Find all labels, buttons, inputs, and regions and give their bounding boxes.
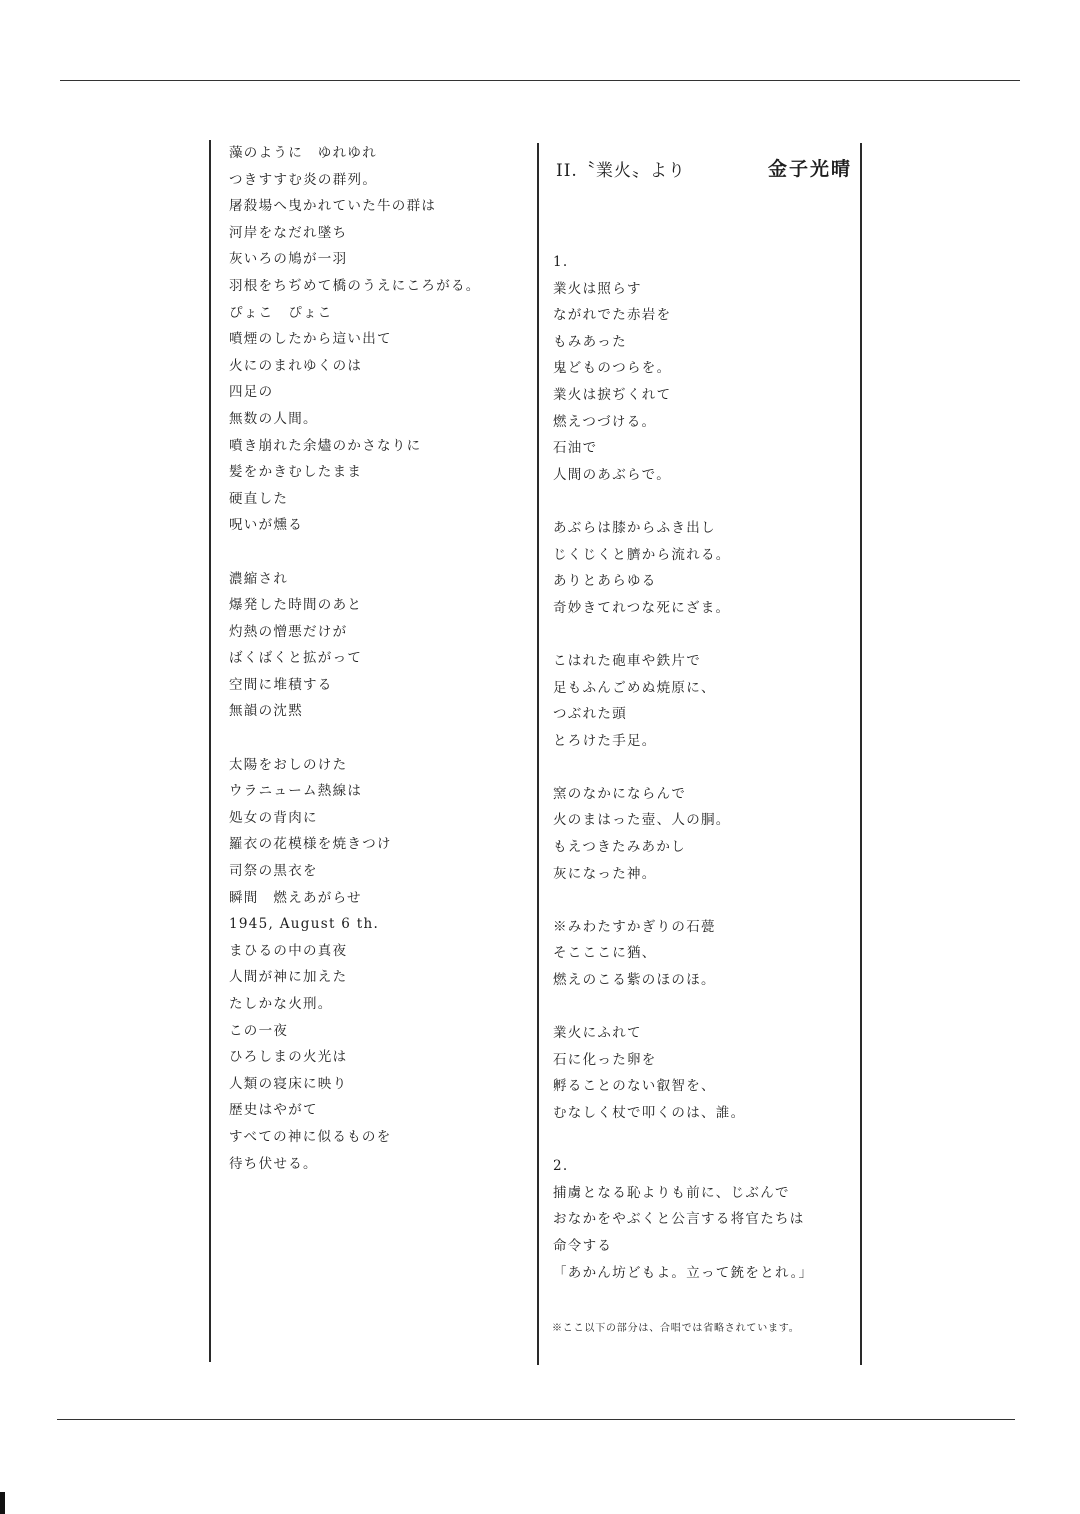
poem-line: 鬼どものつらを。 bbox=[553, 360, 672, 377]
poem-line: 火のまはった壺、人の胴。 bbox=[553, 812, 731, 829]
poem-line: 孵ることのない叡智を、 bbox=[553, 1078, 716, 1095]
left-column-border bbox=[209, 140, 211, 1362]
poem-line: とろけた手足。 bbox=[553, 732, 657, 749]
poem-line: じくじくと臍から流れる。 bbox=[553, 546, 731, 563]
poem-line: たしかな火刑。 bbox=[229, 996, 333, 1012]
poem-line: 硬直した bbox=[229, 490, 289, 507]
poem-line: 人類の寝床に映り bbox=[229, 1075, 348, 1092]
poem-line: 足もふんごめぬ焼原に、 bbox=[553, 679, 716, 696]
poem-line: もえつきたみあかし bbox=[553, 839, 686, 856]
poem-line: ぴょこ ぴょこ bbox=[229, 304, 333, 321]
left-poem-column bbox=[229, 140, 534, 1177]
poem-line: 1945, August 6 th. bbox=[229, 916, 380, 933]
poem-line: 四足の bbox=[229, 384, 274, 401]
poem-line: 窯のなかにならんで bbox=[553, 785, 687, 802]
poem-line: 石油で bbox=[553, 440, 598, 457]
poem-line: 空間に堆積する bbox=[229, 676, 333, 693]
right-poem-column bbox=[553, 249, 853, 1286]
stanza-break bbox=[553, 1127, 853, 1154]
section-header bbox=[556, 152, 852, 188]
poem-line: 「あかん坊どもよ。立って銃をとれ。」 bbox=[553, 1264, 814, 1281]
poem-line: 河岸をなだれ墜ち bbox=[229, 224, 348, 241]
poem-line: ※みわたすかぎりの石甍 bbox=[553, 918, 716, 935]
stanza-break bbox=[553, 621, 853, 648]
poem-line: 羅衣の花模様を焼きつけ bbox=[229, 836, 392, 853]
poem-line: むなしく杖で叩くのは、誰。 bbox=[553, 1105, 746, 1121]
poem-line: もみあった bbox=[553, 333, 627, 350]
bottom-rule bbox=[57, 1419, 1015, 1420]
poem-line: 捕虜となる恥よりも前に、じぶんで bbox=[553, 1184, 790, 1201]
stanza-break bbox=[553, 754, 853, 781]
poem-line: 人間が神に加えた bbox=[229, 969, 348, 986]
scan-edge-mark bbox=[0, 1492, 5, 1514]
poem-line: 羽根をちぢめて橋のうえにころがる。 bbox=[229, 277, 481, 294]
stanza-break bbox=[553, 887, 853, 914]
poem-line: 灰になった神。 bbox=[553, 865, 657, 882]
poem-line: 無韻の沈黙 bbox=[229, 703, 303, 720]
poem-line: すべての神に似るものを bbox=[229, 1128, 392, 1145]
right-column-border bbox=[860, 143, 862, 1365]
poem-line: 人間のあぶらで。 bbox=[553, 466, 671, 483]
poem-line: ウラニューム熱線は bbox=[229, 783, 363, 800]
stanza-break bbox=[553, 488, 853, 515]
poem-line: 業火は照らす bbox=[553, 280, 642, 297]
poem-line: 燃えつづける。 bbox=[553, 413, 657, 430]
poem-line: おなかをやぶくと公言する将官たちは bbox=[553, 1211, 805, 1228]
poem-line: 石に化った卵を bbox=[553, 1051, 657, 1068]
poem-line: 司祭の黒衣を bbox=[229, 863, 318, 880]
poem-line: 無数の人間。 bbox=[229, 410, 318, 427]
poem-line: 業火は捩ぢくれて bbox=[553, 386, 672, 403]
poem-line: 噴き崩れた余燼のかさなりに bbox=[229, 437, 422, 454]
poem-line: まひるの中の真夜 bbox=[229, 942, 348, 959]
column-divider bbox=[537, 143, 539, 1365]
poem-line: 火にのまれゆくのは bbox=[229, 357, 363, 374]
top-rule bbox=[60, 80, 1020, 81]
stanza-break bbox=[229, 725, 534, 752]
poem-line: 奇妙きてれつな死にざま。 bbox=[553, 599, 731, 616]
poem-line: 燃えのこる紫のほのほ。 bbox=[553, 972, 716, 989]
poem-line: つきすすむ炎の群列。 bbox=[229, 171, 378, 188]
footnote: ※ここ以下の部分は、合唱では省略されています。 bbox=[552, 1323, 800, 1334]
poem-line: 太陽をおしのけた bbox=[229, 756, 348, 773]
author-name: 金子光晴 bbox=[767, 158, 852, 180]
poem-line: 瞬間 燃えあがらせ bbox=[229, 889, 362, 906]
section-title: II.〝業火〟より bbox=[556, 161, 686, 181]
poem-line: 命令する bbox=[553, 1237, 613, 1254]
poem-line: そこここに猶、 bbox=[553, 945, 657, 962]
poem-line: つぶれた頭 bbox=[553, 706, 627, 723]
poem-line: ながれでた赤岩を bbox=[553, 307, 672, 324]
poem-line: 歴史はやがて bbox=[229, 1102, 318, 1119]
poem-line: こはれた砲車や鉄片で bbox=[553, 652, 701, 669]
poem-line: 呪いが燻る bbox=[229, 517, 303, 534]
poem-line: 髪をかきむしたまま bbox=[229, 464, 363, 481]
poem-line: ひろしまの火光は bbox=[229, 1049, 348, 1066]
poem-line: 処女の背肉に bbox=[229, 809, 318, 826]
poem-line: この一夜 bbox=[229, 1022, 289, 1039]
stanza-break bbox=[553, 994, 853, 1021]
poem-line: 灰いろの鳩が一羽 bbox=[229, 251, 348, 268]
poem-line: あぶらは膝からふき出し bbox=[553, 519, 716, 536]
poem-line: 2. bbox=[553, 1158, 569, 1175]
stanza-break bbox=[229, 539, 534, 566]
poem-line: 噴煙のしたから這い出て bbox=[229, 331, 392, 348]
poem-line: ばくばくと拡がって bbox=[229, 650, 363, 667]
poem-line: 屠殺場へ曳かれていた牛の群は bbox=[229, 198, 437, 215]
poem-line: 1. bbox=[553, 254, 569, 270]
poem-line: 藻のように ゆれゆれ bbox=[229, 145, 377, 161]
poem-line: 灼熱の憎悪だけが bbox=[229, 623, 348, 640]
poem-line: 待ち伏せる。 bbox=[229, 1155, 318, 1172]
poem-line: 爆発した時間のあと bbox=[229, 597, 363, 614]
poem-line: ありとあらゆる bbox=[553, 573, 657, 590]
poem-line: 濃縮され bbox=[229, 570, 289, 587]
poem-line: 業火にふれて bbox=[553, 1025, 642, 1042]
